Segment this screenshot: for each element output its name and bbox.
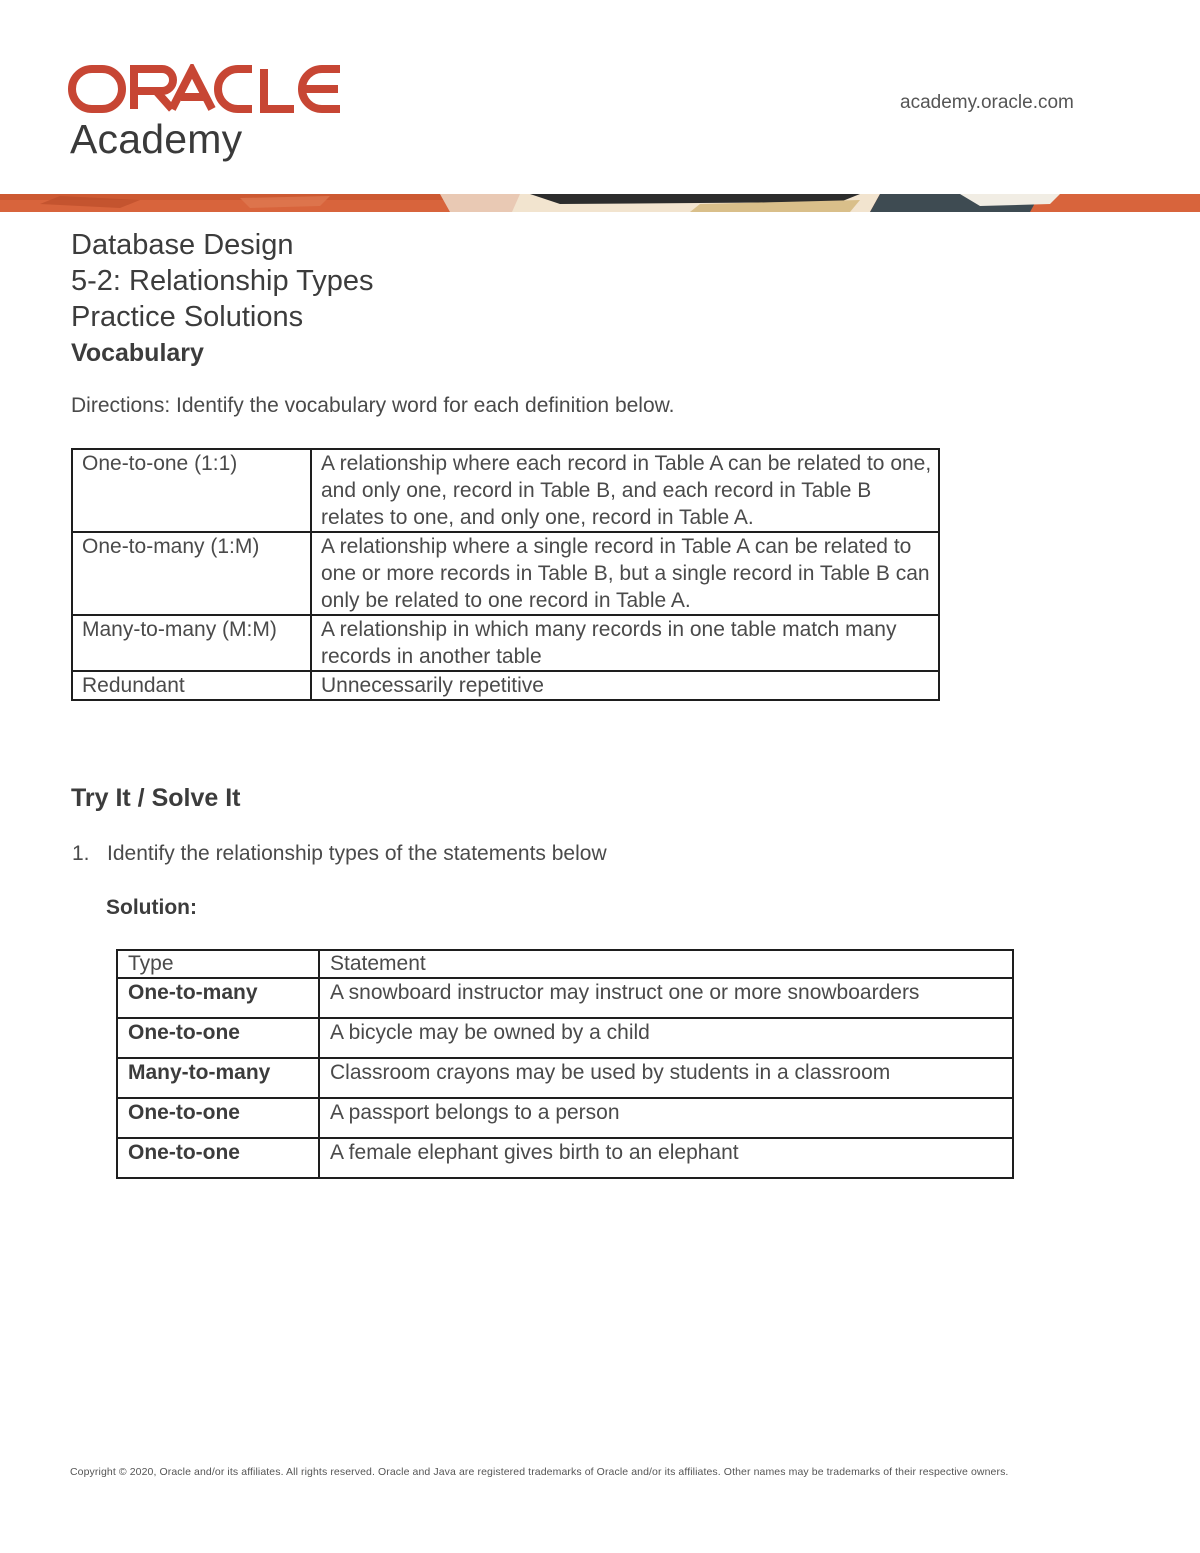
relationship-type: One-to-one <box>117 1138 319 1178</box>
vocabulary-table <box>71 448 940 701</box>
vocabulary-heading: Vocabulary <box>71 339 204 367</box>
vocab-row <box>72 449 939 532</box>
relationship-type: One-to-one <box>117 1018 319 1058</box>
solution-label: Solution: <box>106 896 197 919</box>
vocab-term: Redundant <box>72 671 311 700</box>
relationship-type: One-to-many <box>117 978 319 1018</box>
relationship-type: One-to-one <box>117 1098 319 1138</box>
academy-wordmark: Academy <box>70 116 243 162</box>
statement: A passport belongs to a person <box>319 1098 1013 1138</box>
statement: Classroom crayons may be used by students in a classroom <box>319 1058 1013 1098</box>
vocab-term: One-to-many (1:M) <box>72 532 311 615</box>
vocab-definition: A relationship in which many records in one table match many records in another table <box>311 615 939 671</box>
vocab-definition: A relationship where each record in Table A can be related to one, and only one, record in Table B, and each record in Table B relates to one, and only one, record in Table A. <box>311 449 939 532</box>
vocab-term: Many-to-many (M:M) <box>72 615 311 671</box>
table-row <box>117 978 1013 1018</box>
statement: A bicycle may be owned by a child <box>319 1018 1013 1058</box>
table-row <box>117 1098 1013 1138</box>
relationship-type: Many-to-many <box>117 1058 319 1098</box>
site-url: academy.oracle.com <box>900 92 1074 113</box>
solution-table <box>116 949 1014 1179</box>
table-row <box>117 1058 1013 1098</box>
copyright-notice: Copyright © 2020, Oracle and/or its affiliates. All rights reserved. Oracle and Java are registered trademarks of Oracle and/or its affiliates. Other names may be trademarks of their respective owners. <box>70 1466 1009 1478</box>
title-block <box>71 227 374 369</box>
try-it-heading: Try It / Solve It <box>71 784 241 812</box>
lesson-title: 5-2: Relationship Types <box>71 265 374 297</box>
statement: A female elephant gives birth to an elephant <box>319 1138 1013 1178</box>
vocab-definition: Unnecessarily repetitive <box>311 671 939 700</box>
vocab-definition: A relationship where a single record in Table A can be related to one or more records in Table B, but a single record in Table B can only be related to one record in Table A. <box>311 532 939 615</box>
decorative-banner <box>0 194 1200 212</box>
vocab-row <box>72 532 939 615</box>
oracle-logo <box>68 64 350 114</box>
table-row <box>117 1018 1013 1058</box>
question-number: 1. <box>72 842 90 865</box>
directions-text: Directions: Identify the vocabulary word for each definition below. <box>71 394 675 417</box>
question-text: Identify the relationship types of the statements below <box>107 842 607 865</box>
document-type: Practice Solutions <box>71 301 304 333</box>
table-row <box>117 1138 1013 1178</box>
vocab-term: One-to-one (1:1) <box>72 449 311 532</box>
vocab-row <box>72 615 939 671</box>
vocab-row <box>72 671 939 700</box>
column-header-statement: Statement <box>319 950 1013 978</box>
column-header-type: Type <box>117 950 319 978</box>
question-1 <box>72 842 607 866</box>
statement: A snowboard instructor may instruct one or more snowboarders <box>319 978 1013 1018</box>
course-title: Database Design <box>71 229 294 261</box>
table-header-row <box>117 950 1013 978</box>
